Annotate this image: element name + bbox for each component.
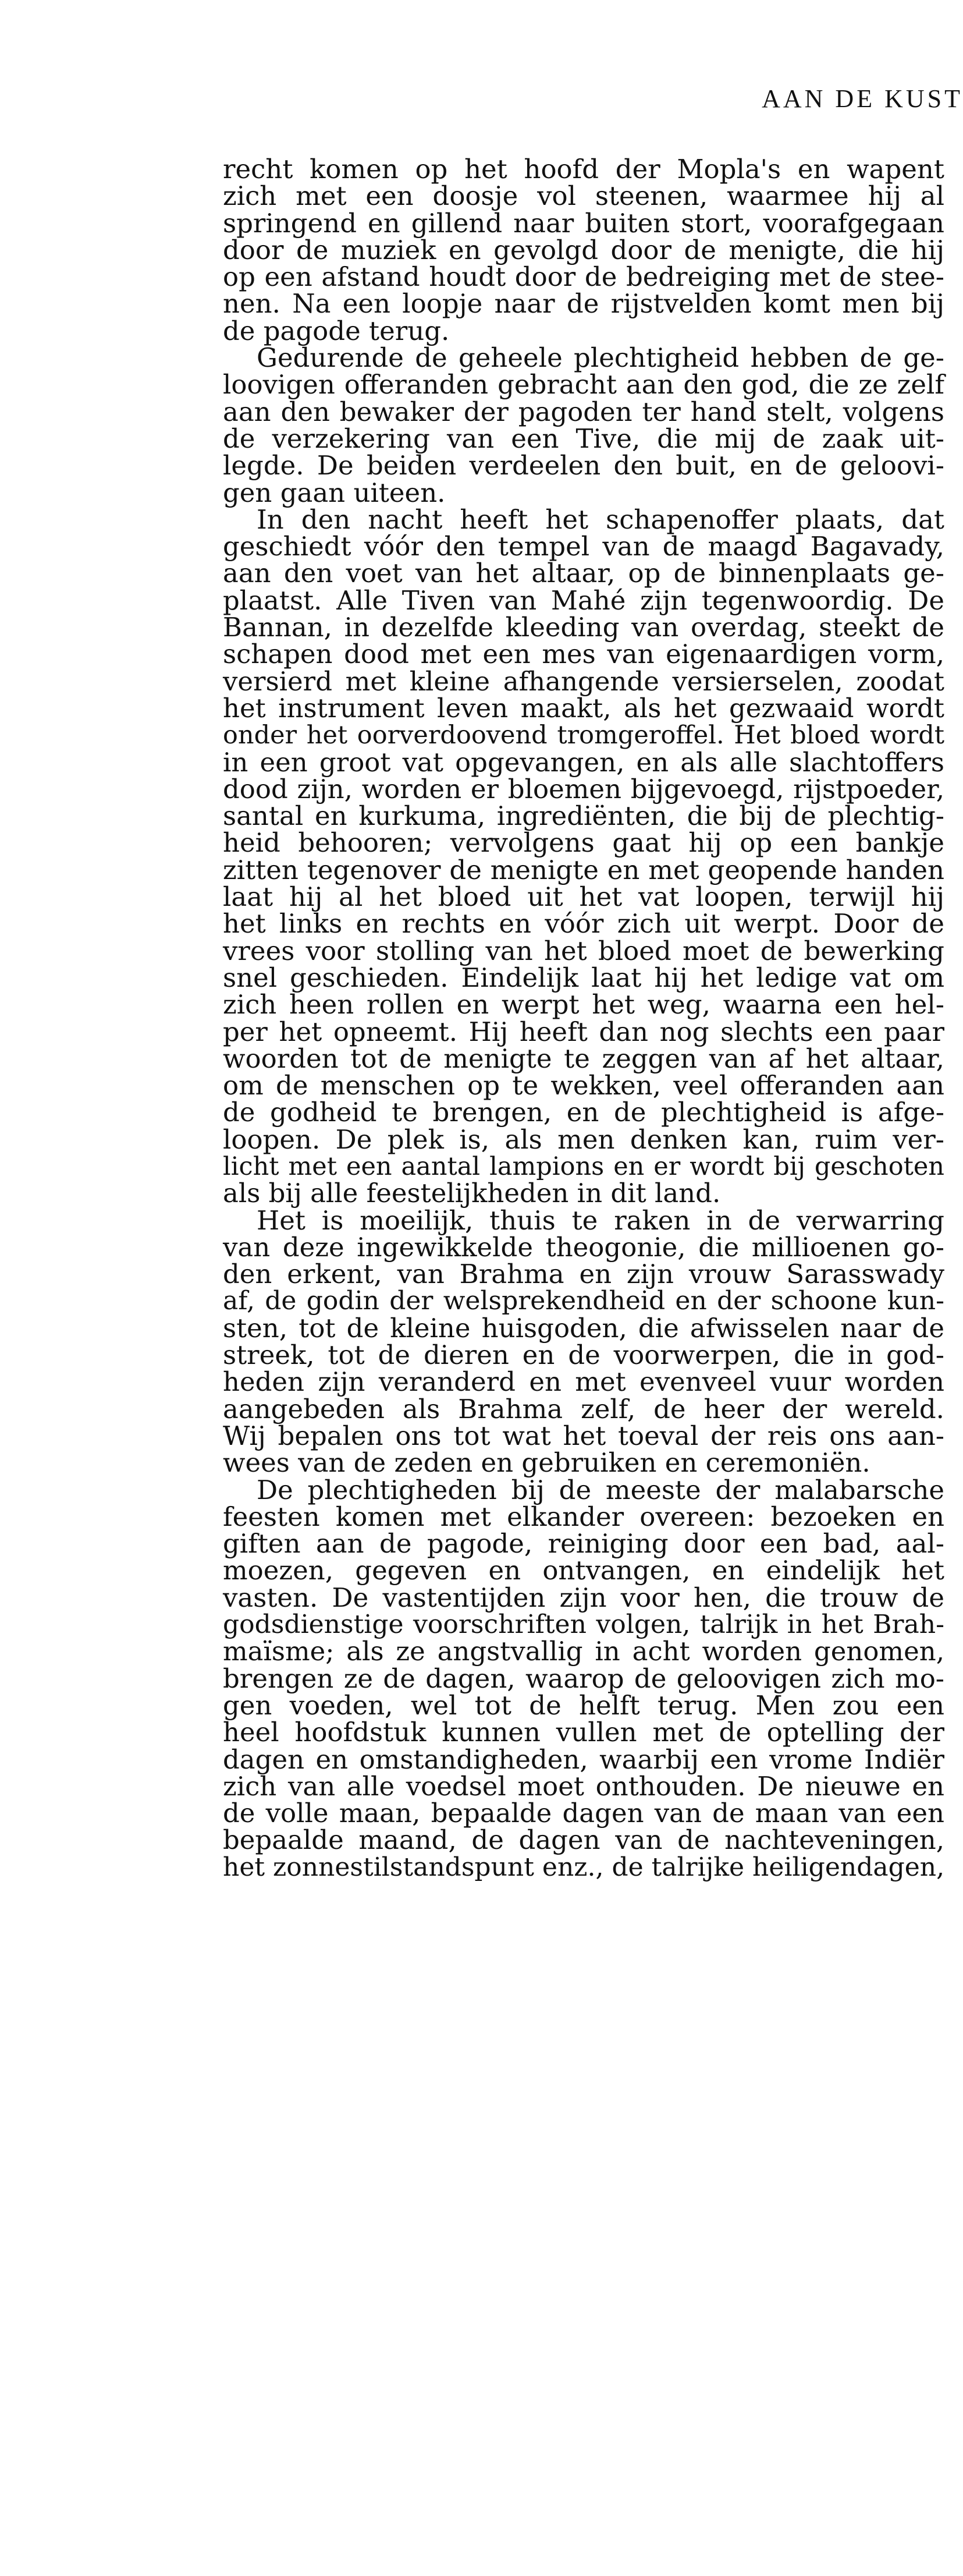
text-line: brengen ze de dagen, waarop de geloovigen zich mo- <box>223 1663 944 1694</box>
text-line: het links en rechts en vóór zich uit werpt. Door de <box>223 908 944 940</box>
text-line: dagen en omstandigheden, waarbij een vrome Indiër <box>223 1744 944 1775</box>
text-line: onder het oorverdoovend tromgeroffel. Het bloed wordt <box>223 721 944 750</box>
text-line: de godheid te brengen, en de plechtigheid is afge- <box>223 1097 944 1128</box>
text-line: Het is moeilijk, thuis te raken in de verwarring <box>257 1204 944 1236</box>
text-line: godsdienstige voorschriften volgen, talrijk in het Brah- <box>223 1610 944 1640</box>
text-line: aangebeden als Brahma zelf, de heer der wereld. <box>223 1393 944 1425</box>
text-line: zich van alle voedsel moet onthouden. De nieuwe en <box>223 1770 944 1802</box>
text-line: vrees voor stolling van het bloed moet de bewerking <box>223 935 944 966</box>
text-line: laat hij al het bloed uit het vat loopen, terwijl hij <box>223 881 944 913</box>
text-line: het zonnestilstandspunt enz., de talrijke heiligendagen, <box>223 1852 945 1882</box>
text-line: loovigen offeranden gebracht aan den god, die ze zelf <box>223 369 944 401</box>
text-line: snel geschieden. Eindelijk laat hij het ledige vat om <box>223 962 944 993</box>
text-line: santal en kurkuma, ingrediënten, die bij de plechtig- <box>223 800 944 832</box>
text-line: per het opneemt. Hij heeft dan nog slechts een paar <box>223 1016 944 1047</box>
text-line: De plechtigheden bij de meeste der malabarsche <box>257 1474 944 1505</box>
text-line: vasten. De vastentijden zijn voor hen, die trouw de <box>223 1582 944 1613</box>
text-line: woorden tot de menigte te zeggen van af het altaar, <box>223 1043 944 1074</box>
text-line: zich met een doosje vol steenen, waarmee hij al <box>223 180 944 212</box>
text-line: van deze ingewikkelde theogonie, die millioenen go- <box>223 1231 944 1263</box>
text-line: de volle maan, bepaalde dagen van de maan van een <box>223 1798 944 1829</box>
text-line: dood zijn, worden er bloemen bijgevoegd, rijstpoeder, <box>223 773 944 805</box>
text-line: Wij bepalen ons tot wat het toeval der reis ons aan- <box>223 1420 944 1451</box>
text-line: heden zijn veranderd en met evenveel vuur worden <box>223 1366 944 1398</box>
text-line: bepaalde maand, de dagen van de nachteveningen, <box>223 1824 944 1856</box>
text-line: legde. De beiden verdeelen den buit, en de geloovi- <box>223 450 944 481</box>
text-line: op een afstand houdt door de bedreiging met de stee- <box>223 261 944 293</box>
text-line: zich heen rollen en werpt het weg, waarna een hel- <box>223 989 944 1021</box>
text-line: Bannan, in dezelfde kleeding van overdag, steekt de <box>223 612 944 643</box>
text-line: af, de godin der welsprekendheid en der schoone kun- <box>223 1286 944 1316</box>
text-line: gen gaan uiteen. <box>223 477 446 508</box>
text-line: moezen, gegeven en ontvangen, en eindelijk het <box>223 1555 944 1586</box>
text-line: plaatst. Alle Tiven van Mahé zijn tegenwoordig. De <box>223 584 944 616</box>
text-line: loopen. De plek is, als men denken kan, ruim ver- <box>223 1124 944 1155</box>
text-line: maïsme; als ze angstvallig in acht worden genomen, <box>223 1636 944 1667</box>
text-line: de pagode terug. <box>223 315 450 346</box>
text-line: In den nacht heeft het schapenoffer plaats, dat <box>257 504 944 535</box>
text-line: als bij alle feestelijkheden in dit land. <box>223 1178 721 1209</box>
text-line: giften aan de pagode, reiniging door een bad, aal- <box>223 1528 944 1560</box>
text-line: wees van de zeden en gebruiken en ceremoniën. <box>223 1447 870 1479</box>
text-line: den erkent, van Brahma en zijn vrouw Sarasswady <box>223 1259 944 1290</box>
text-line: nen. Na een loopje naar de rijstvelden komt men bij <box>223 288 944 320</box>
text-line: recht komen op het hoofd der Mopla's en wapent <box>223 154 944 185</box>
running-head: AAN DE KUST <box>762 84 963 113</box>
text-line: sten, tot de kleine huisgoden, die afwisselen naar de <box>223 1312 944 1344</box>
text-line: versierd met kleine afhangende versierselen, zoodat <box>223 665 944 697</box>
text-line: heel hoofdstuk kunnen vullen met de optelling der <box>223 1717 944 1748</box>
text-line: springend en gillend naar buiten stort, voorafgegaan <box>223 207 944 239</box>
text-line: het instrument leven maakt, als het gezwaaid wordt <box>223 692 944 724</box>
text-line: de verzekering van een Tive, die mij de zaak uit- <box>223 423 944 454</box>
text-line: geschiedt vóór den tempel van de maagd Bagavady, <box>223 531 944 562</box>
text-line: gen voeden, wel tot de helft terug. Men zou een <box>223 1689 944 1721</box>
text-line: feesten komen met elkander overeen: bezoeken en <box>223 1501 944 1532</box>
text-line: Gedurende de geheele plechtigheid hebben de ge- <box>257 342 944 374</box>
text-line: schapen dood met een mes van eigenaardigen vorm, <box>223 639 944 670</box>
text-line: aan den bewaker der pagoden ter hand stelt, volgens <box>223 396 944 427</box>
text-line: zitten tegenover de menigte en met geopende handen <box>223 854 944 885</box>
body-text <box>223 156 944 1881</box>
text-line: aan den voet van het altaar, op de binnenplaats ge- <box>223 558 944 589</box>
text-line: heid behooren; vervolgens gaat hij op een bankje <box>223 827 944 859</box>
text-line: in een groot vat opgevangen, en als alle slachtoffers <box>223 746 944 778</box>
text-line: streek, tot de dieren en de voorwerpen, die in god- <box>223 1340 944 1371</box>
text-line: licht met een aantal lampions en er wordt bij geschoten <box>223 1151 944 1181</box>
text-line: om de menschen op te wekken, veel offeranden aan <box>223 1070 944 1101</box>
text-line: door de muziek en gevolgd door de menigte, die hij <box>223 234 944 265</box>
